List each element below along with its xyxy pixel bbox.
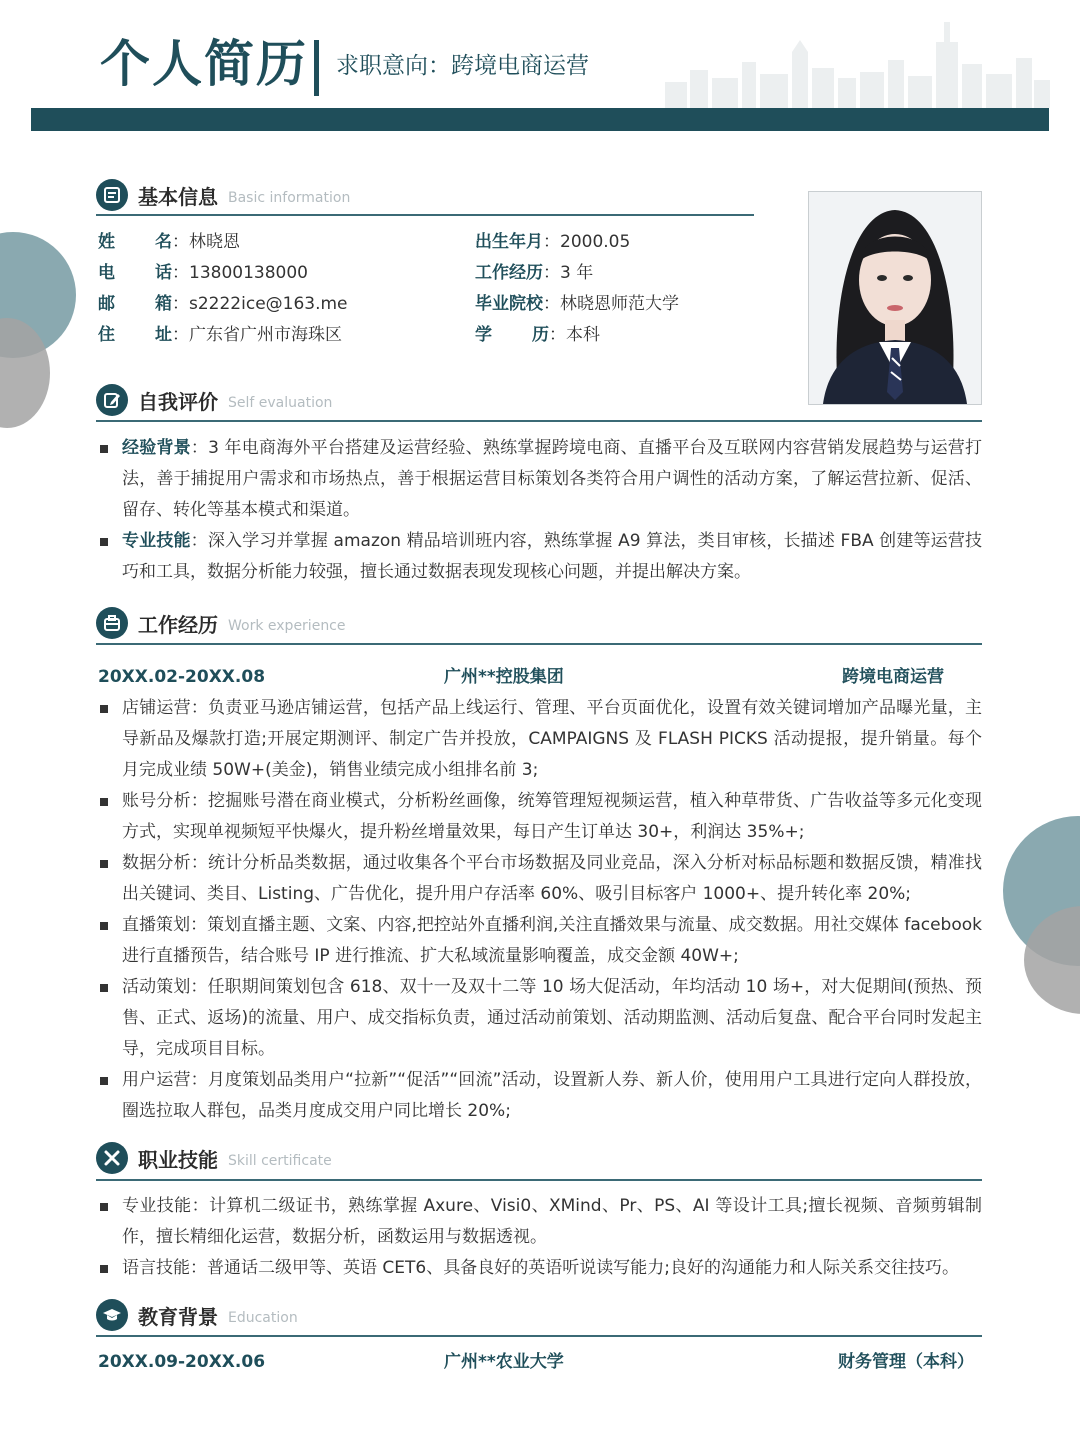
item-text: ：3 年电商海外平台搭建及运营经验、熟练掌握跨境电商、直播平台及互联网内容营销发展趋势与运营打法，善于捕捉用户需求和市场热点，善于根据运营目标策划各类符合用户调性的活动方案，了解运营拉新、促活、留存、转化等基本模式和渠道。 xyxy=(122,438,983,520)
education-major: 财务管理（本科） xyxy=(838,1352,974,1372)
info-email xyxy=(98,293,348,315)
work-period: 20XX.02-20XX.08 xyxy=(98,667,266,687)
info-value: ：本科 xyxy=(549,325,600,345)
section-subtitle: Work experience xyxy=(228,618,346,634)
section-subtitle: Education xyxy=(228,1310,298,1326)
edit-icon xyxy=(96,384,128,416)
info-name xyxy=(98,231,240,253)
section-subtitle: Basic information xyxy=(228,190,351,206)
item-key: 专业技能 xyxy=(122,531,191,551)
briefcase-icon xyxy=(96,607,128,639)
section-header-skills xyxy=(96,1138,332,1178)
section-divider xyxy=(96,214,754,216)
section-divider xyxy=(96,420,982,422)
section-divider xyxy=(96,1335,982,1337)
city-skyline-graphic xyxy=(660,12,1050,108)
section-title: 教育背景 xyxy=(138,1304,218,1329)
self-evaluation-list xyxy=(98,433,982,588)
section-title: 基本信息 xyxy=(138,184,218,209)
graduation-cap-icon xyxy=(96,1299,128,1331)
portrait-illustration xyxy=(809,192,981,404)
section-subtitle: Self evaluation xyxy=(228,395,333,411)
info-label: 工作经历 xyxy=(475,263,543,283)
work-company: 广州**控股集团 xyxy=(444,667,564,687)
tools-icon xyxy=(96,1142,128,1174)
info-phone xyxy=(98,262,308,284)
info-address xyxy=(98,324,342,346)
education-school: 广州**农业大学 xyxy=(444,1352,564,1372)
info-value: ：林晓恩 xyxy=(172,232,240,252)
info-value: ：林晓恩师范大学 xyxy=(543,294,679,314)
skills-list xyxy=(98,1191,982,1284)
education-period: 20XX.09-20XX.06 xyxy=(98,1352,266,1372)
section-divider xyxy=(96,643,982,645)
info-value: ：3 年 xyxy=(543,263,594,283)
info-label: 学历 xyxy=(475,325,549,345)
info-label: 电话 xyxy=(98,263,172,283)
work-meta-row xyxy=(98,664,982,690)
work-items-list xyxy=(98,693,982,1127)
section-header-work xyxy=(96,603,346,643)
info-value: ：2000.05 xyxy=(543,232,631,252)
item-key: 经验背景 xyxy=(122,438,191,458)
section-header-basic xyxy=(96,175,350,215)
list-item xyxy=(98,526,982,588)
info-value: ：s2222ice@163.me xyxy=(172,294,348,314)
list-item: 用户运营：月度策划品类用户“拉新”“促活”“回流”活动，设置新人券、新人价，使用用户工具进行定向人群投放，圈选拉取人群包，品类月度成交用户同比增长 20%; xyxy=(98,1065,982,1127)
info-label: 毕业院校 xyxy=(475,294,543,314)
info-label: 姓名 xyxy=(98,232,172,252)
info-label: 出生年月 xyxy=(475,232,543,252)
education-meta-row xyxy=(98,1349,982,1375)
list-item: 语言技能：普通话二级甲等、英语 CET6、具备良好的英语听说读写能力;良好的沟通能力和人际关系交往技巧。 xyxy=(98,1253,982,1284)
section-divider xyxy=(96,1179,982,1181)
header-band xyxy=(31,108,1049,131)
section-title: 自我评价 xyxy=(138,389,218,414)
list-item: 专业技能：计算机二级证书，熟练掌握 Axure、Visi0、XMind、Pr、PS、AI 等设计工具;擅长视频、音频剪辑制作，擅长精细化运营，数据分析，函数运用与数据透视。 xyxy=(98,1191,982,1253)
info-label: 邮箱 xyxy=(98,294,172,314)
section-subtitle: Skill certificate xyxy=(228,1153,332,1169)
work-role: 跨境电商运营 xyxy=(842,667,944,687)
list-item: 店铺运营：负责亚马逊店铺运营，包括产品上线运行、管理、平台页面优化，设置有效关键词增加产品曝光量，主导新品及爆款打造;开展定期测评、制定广告并投放，CAMPAIGNS 及 FLASH PICKS 活动提报，提升销量。每个月完成业绩 50W+(美金)，销售业绩完成小组排名前 3; xyxy=(98,693,982,786)
list-item: 账号分析：挖掘账号潜在商业模式，分析粉丝画像，统筹管理短视频运营，植入种草带货、广告收益等多元化变现方式，实现单视频短平快爆火，提升粉丝增量效果，每日产生订单达 30+，利润达 35%+; xyxy=(98,786,982,848)
section-title: 工作经历 xyxy=(138,612,218,637)
list-item: 直播策划：策划直播主题、文案、内容,把控站外直播利润,关注直播效果与流量、成交数据。用社交媒体 facebook 进行直播预告，结合账号 IP 进行推流、扩大私域流量影响覆盖，成交金额 40W+; xyxy=(98,910,982,972)
list-item xyxy=(98,433,982,526)
section-title: 职业技能 xyxy=(138,1147,218,1172)
page-title: 个人简历 xyxy=(100,35,308,93)
title-divider xyxy=(314,40,319,96)
list-item: 活动策划：任职期间策划包含 618、双十一及双十二等 10 场大促活动，年均活动 10 场+，对大促期间(预热、预售、正式、返场)的流量、用户、成交指标负责，通过活动前策划、活动期监测、活动后复盘、配合平台同时发起主导，完成项目目标。 xyxy=(98,972,982,1065)
list-item: 数据分析：统计分析品类数据，通过收集各个平台市场数据及同业竞品，深入分析对标品标题和数据反馈，精准找出关键词、类目、Listing、广告优化，提升用户存活率 60%、吸引目标客户 1000+、提升转化率 20%; xyxy=(98,848,982,910)
info-birth xyxy=(475,231,630,253)
section-header-self-evaluation xyxy=(96,380,332,420)
info-value: ：13800138000 xyxy=(172,263,308,283)
id-card-icon xyxy=(96,179,128,211)
job-intent: 求职意向：跨境电商运营 xyxy=(336,53,589,79)
info-experience xyxy=(475,262,593,284)
info-degree xyxy=(475,324,600,346)
info-label: 住址 xyxy=(98,325,172,345)
section-header-education xyxy=(96,1295,298,1335)
info-school xyxy=(475,293,679,315)
item-text: ：深入学习并掌握 amazon 精品培训班内容，熟练掌握 A9 算法，类目审核，长描述 FBA 创建等运营技巧和工具，数据分析能力较强，擅长通过数据表现发现核心问题，并提出解决方案。 xyxy=(122,531,983,582)
profile-photo xyxy=(808,191,982,405)
info-value: ：广东省广州市海珠区 xyxy=(172,325,342,345)
